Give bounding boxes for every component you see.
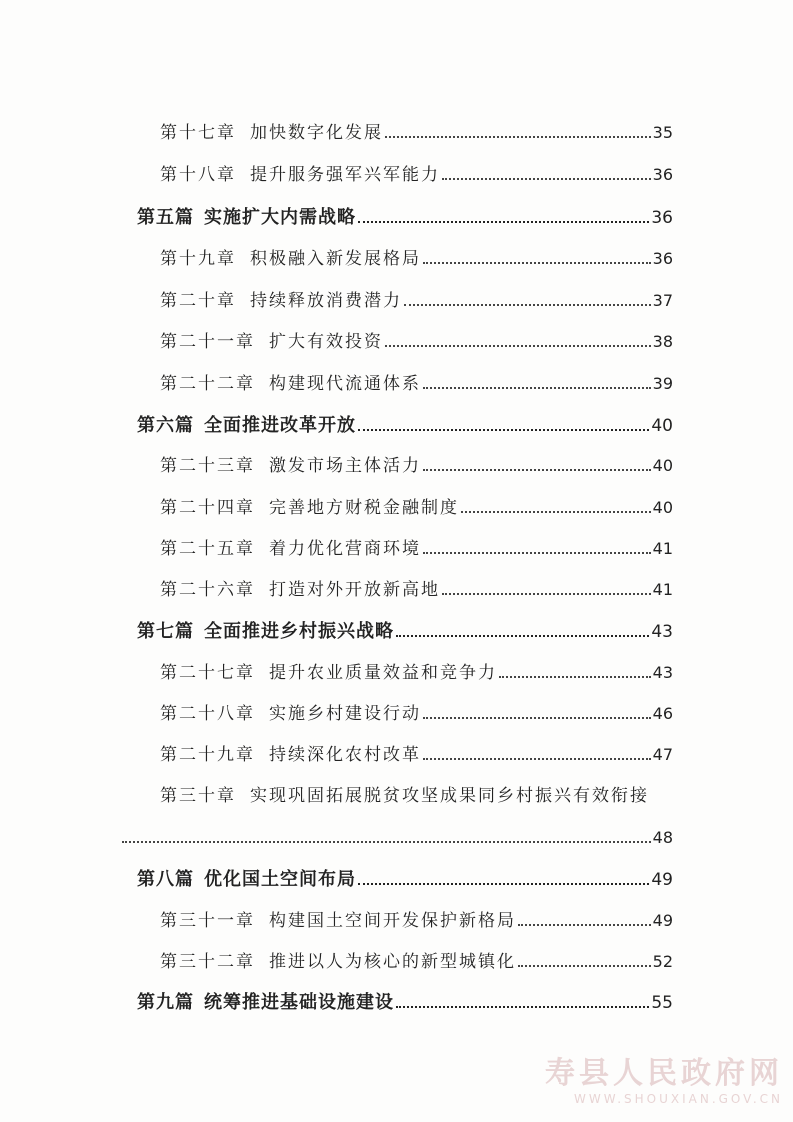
toc-chapter-title: 完善地方财税金融制度	[269, 498, 459, 518]
toc-chapter-row[interactable]	[160, 947, 673, 977]
toc-page-number: 36	[652, 165, 673, 184]
toc-leader-dots	[499, 676, 651, 678]
toc-part-number: 第五篇	[137, 207, 194, 228]
toc-leader-dots	[518, 924, 651, 926]
toc-chapter-row[interactable]	[160, 575, 673, 605]
toc-page-number: 43	[652, 663, 673, 682]
toc-leader-dots	[423, 387, 651, 389]
toc-chapter-row[interactable]	[160, 451, 673, 481]
toc-chapter-title: 扩大有效投资	[269, 332, 383, 352]
toc-chapter-title: 打造对外开放新高地	[269, 580, 440, 600]
toc-chapter-number: 第二十八章	[160, 704, 255, 724]
toc-chapter-title: 提升农业质量效益和竞争力	[269, 663, 497, 683]
toc-page-number: 49	[651, 870, 673, 890]
site-watermark	[545, 1048, 783, 1106]
toc-page-number: 55	[651, 993, 673, 1013]
toc-chapter-title: 持续释放消费潜力	[250, 291, 402, 311]
toc-chapter-number: 第三十章	[160, 786, 236, 806]
toc-chapter-title: 加快数字化发展	[250, 123, 383, 143]
toc-page-number: 41	[652, 539, 673, 558]
toc-chapter-row[interactable]	[160, 906, 673, 936]
toc-page-number: 38	[652, 332, 673, 351]
toc-chapter-title: 激发市场主体活力	[269, 456, 421, 476]
toc-page-number: 40	[652, 456, 673, 475]
toc-chapter-row[interactable]	[160, 699, 673, 729]
toc-chapter-title: 着力优化营商环境	[269, 539, 421, 559]
toc-chapter-title: 持续深化农村改革	[269, 745, 421, 765]
toc-chapter-row[interactable]	[160, 118, 673, 148]
toc-chapter-number: 第十七章	[160, 123, 236, 143]
toc-chapter-number: 第二十二章	[160, 374, 255, 394]
toc-part-title: 优化国土空间布局	[204, 869, 356, 890]
toc-chapter-row[interactable]	[160, 286, 673, 316]
toc-chapter-row[interactable]	[160, 534, 673, 564]
toc-chapter-title: 实施乡村建设行动	[269, 704, 421, 724]
toc-page-number: 48	[652, 828, 673, 847]
toc-chapter-row[interactable]	[160, 327, 673, 357]
watermark-name: 寿县人民政府网	[545, 1056, 783, 1091]
toc-leader-dots	[442, 178, 651, 180]
toc-leader-dots	[423, 552, 651, 554]
toc-leader-dots	[396, 1006, 649, 1008]
toc-page-number: 43	[651, 622, 673, 642]
toc-leader-dots	[385, 345, 651, 347]
toc-chapter-number: 第二十三章	[160, 456, 255, 476]
toc-page-number: 37	[652, 291, 673, 310]
toc-chapter-title: 构建国土空间开发保护新格局	[269, 911, 516, 931]
toc-leader-dots	[122, 841, 651, 843]
toc-chapter-title: 推进以人为核心的新型城镇化	[269, 952, 516, 972]
toc-chapter-row-continued[interactable]	[120, 823, 673, 853]
toc-leader-dots	[358, 221, 649, 223]
toc-chapter-number: 第二十一章	[160, 332, 255, 352]
toc-chapter-row[interactable]	[160, 160, 673, 190]
watermark-url: WWW.SHOUXIAN.GOV.CN	[573, 1092, 783, 1106]
toc-chapter-row[interactable]	[160, 658, 673, 688]
toc-chapter-row[interactable]	[160, 740, 673, 770]
toc-part-row[interactable]	[137, 617, 673, 647]
toc-leader-dots	[442, 593, 651, 595]
toc-chapter-number: 第二十五章	[160, 539, 255, 559]
toc-leader-dots	[396, 635, 649, 637]
toc-leader-dots	[423, 262, 651, 264]
toc-page-number: 40	[651, 416, 673, 436]
toc-chapter-row[interactable]	[160, 781, 673, 811]
toc-chapter-number: 第十八章	[160, 165, 236, 185]
toc-chapter-title: 提升服务强军兴军能力	[250, 165, 440, 185]
toc-part-title: 统筹推进基础设施建设	[204, 992, 394, 1013]
toc-part-row[interactable]	[137, 865, 673, 895]
toc-leader-dots	[423, 469, 651, 471]
toc-part-title: 全面推进乡村振兴战略	[204, 621, 394, 642]
toc-part-row[interactable]	[137, 988, 673, 1018]
toc-leader-dots	[404, 304, 651, 306]
toc-part-number: 第七篇	[137, 621, 194, 642]
toc-chapter-number: 第三十一章	[160, 911, 255, 931]
toc-chapter-number: 第二十六章	[160, 580, 255, 600]
toc-part-title: 实施扩大内需战略	[204, 207, 356, 228]
toc-leader-dots	[385, 136, 651, 138]
toc-part-title: 全面推进改革开放	[204, 415, 356, 436]
toc-page-number: 52	[652, 952, 673, 971]
toc-leader-dots	[518, 965, 651, 967]
toc-leader-dots	[423, 717, 651, 719]
toc-chapter-row[interactable]	[160, 493, 673, 523]
toc-page-number: 46	[652, 704, 673, 723]
toc-leader-dots	[358, 429, 649, 431]
toc-page-number: 36	[652, 249, 673, 268]
toc-chapter-title: 实现巩固拓展脱贫攻坚成果同乡村振兴有效衔接	[250, 786, 649, 806]
toc-part-row[interactable]	[137, 411, 673, 441]
toc-chapter-number: 第二十四章	[160, 498, 255, 518]
toc-part-number: 第六篇	[137, 415, 194, 436]
toc-chapter-row[interactable]	[160, 244, 673, 274]
toc-chapter-title: 积极融入新发展格局	[250, 249, 421, 269]
toc-chapter-number: 第三十二章	[160, 952, 255, 972]
toc-chapter-number: 第二十章	[160, 291, 236, 311]
toc-chapter-number: 第十九章	[160, 249, 236, 269]
toc-page-number: 36	[651, 208, 673, 228]
toc-chapter-row[interactable]	[160, 369, 673, 399]
toc-page-number: 39	[652, 374, 673, 393]
toc-page-number: 35	[652, 123, 673, 142]
toc-part-row[interactable]	[137, 203, 673, 233]
toc-chapter-title: 构建现代流通体系	[269, 374, 421, 394]
toc-page-number: 47	[652, 745, 673, 764]
toc-part-number: 第八篇	[137, 869, 194, 890]
toc-page-number: 40	[652, 498, 673, 517]
toc-page-number: 49	[652, 911, 673, 930]
toc-leader-dots	[423, 758, 651, 760]
toc-leader-dots	[358, 883, 649, 885]
toc-page-number: 41	[652, 580, 673, 599]
toc-chapter-number: 第二十九章	[160, 745, 255, 765]
toc-leader-dots	[461, 511, 651, 513]
toc-part-number: 第九篇	[137, 992, 194, 1013]
toc-chapter-number: 第二十七章	[160, 663, 255, 683]
